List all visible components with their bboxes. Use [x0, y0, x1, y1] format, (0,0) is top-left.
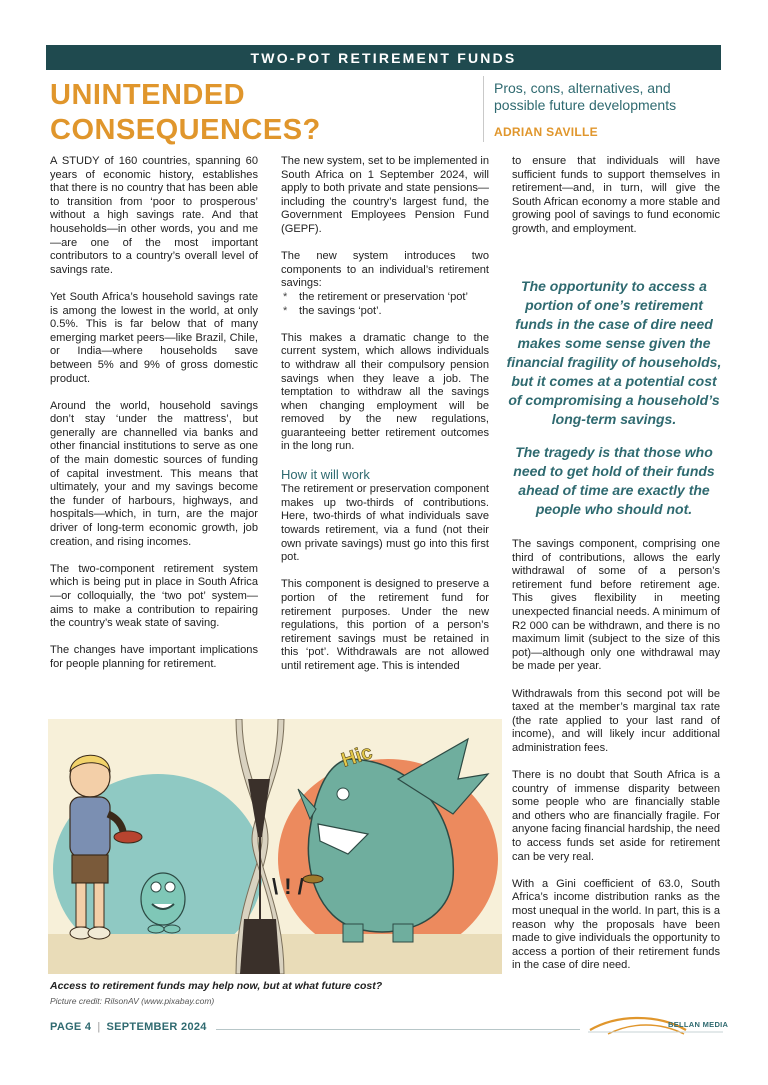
footer-rule [216, 1029, 580, 1030]
headline-line-2: CONSEQUENCES? [50, 114, 321, 146]
paragraph: to ensure that individuals will have sufficient funds to support themselves in retirement—and, in turn, will give the South African economy a more stable and growing pool of savings to fund economic growth, and employment. [512, 155, 720, 235]
issue-date: SEPTEMBER 2024 [106, 1021, 207, 1033]
paragraph: The new system introduces two components to an individual’s retirement savings: [281, 250, 489, 290]
paragraph: The two-component retirement system which is being put in place in South Africa—or colloquially, the ‘two pot’ system—aims to make a contribution to repairing the country’s weak state of saving. [50, 562, 258, 630]
image-caption: Access to retirement funds may help now, but at what future cost? [50, 980, 383, 992]
article-column-2 [281, 155, 489, 687]
paragraph: This makes a dramatic change to the current system, which allows individuals to withdraw all their compulsory pension savings when they leave a job. The temptation to withdraw all the savings when changing employment will be removed by the new regulations, guaranteeing better retirement outcomes in the long run. [281, 331, 489, 453]
article-column-1 [50, 155, 258, 685]
paragraph: With a Gini coefficient of 63.0, South Africa’s income distribution ranks as the most unequal in the world. In part, this is a reason why the proposals have been made to give individuals the opportunity to access a portion of their retirement funds in the case of dire need. [512, 877, 720, 972]
publisher-name: BELLAN MEDIA [668, 1020, 729, 1029]
pull-quote-text: The opportunity to access a portion of one’s retirement funds in the case of dire need makes some sense given the financial fragility of households, but it comes at a potential cost of compromising a household’s long-term savings. [506, 278, 722, 427]
headline [50, 78, 470, 148]
paragraph: The new system, set to be implemented in South Africa on 1 September 2024, will apply to both private and state pensions—including the country’s largest fund, the Government Employees Pension Fund (GEPF). [281, 155, 489, 235]
pull-quote-text: The tragedy is that those who need to get hold of their funds ahead of time are exactly the people who should not. [513, 444, 715, 517]
article-column-3-top [512, 155, 720, 250]
section-subheading: How it will work [281, 466, 370, 482]
header-divider [483, 76, 484, 142]
subheadline: Pros, cons, alternatives, and possible future developments [494, 80, 677, 113]
hic-text: Hic [338, 741, 376, 772]
paragraph: Around the world, household savings don’t stay ‘under the mattress’, but generally are channelled via banks and other financial institutions to serve as one of the main domestic sources of funding of capital investment. This means that ultimately, your and my savings become the funder of harbours, highways, and hospitals—which, in turn, are the major driver of long-term economic growth, job creation, and rising incomes. [50, 399, 258, 548]
cartoon-illustration [48, 719, 502, 974]
paragraph: Yet South Africa’s household savings rate is among the lowest in the world, at only 0.5%. This is far below that of many emerging market peers—like Brazil, Chile, or India—where households save between 5% and 9% of gross domestic product. [50, 290, 258, 385]
section-banner: TWO-POT RETIREMENT FUNDS [46, 45, 721, 70]
paragraph: The retirement or preservation component makes up two-thirds of contributions. Here, two-thirds of what individuals save towards retirement, via a fund (not their own private savings) must go into this first pot. [281, 483, 489, 564]
article-column-3-bottom [512, 538, 720, 987]
exclaim-text: \ ! / [272, 874, 304, 899]
cartoon-artwork [48, 719, 502, 974]
paragraph: The savings component, comprising one third of contributions, allows the early withdrawal of some of a person’s retirement fund before retirement age. This gives flexibility in meeting unexpected financial needs. A minimum of R2 000 can be withdrawn, and there is no maximum limit (subject to the size of this pot)—although only one withdrawal may be made per year. [512, 538, 720, 673]
paragraph: A STUDY of 160 countries, spanning 60 years of economic history, establishes that there is no country that has been able to transition from ‘poor to prosperous’ without a high savings rate. And that households—in other words, you and me—are one of the most important contributors to a country’s overall level of savings rate. [50, 155, 258, 276]
bullet-item: * the retirement or preservation ‘pot’ [281, 291, 489, 305]
footer-divider: | [97, 1021, 101, 1033]
paragraph: Withdrawals from this second pot will be taxed at the member’s marginal tax rate (the rate applied to your last rand of income), and will likely incur additional administration fees. [512, 687, 720, 754]
paragraph: There is no doubt that South Africa is a country of immense disparity between some people who are financially stable and others who are financially fragile. For anyone facing financial hardship, the need to access funds set aside for retirement can be very real. [512, 769, 720, 863]
paragraph: This component is designed to preserve a portion of the retirement fund for retirement purposes. Under the new regulations, this portion of a person’s retirement savings must be retained in this ‘pot’. Withdrawals are not allowed until retirement age. This is intended [281, 578, 489, 672]
page-footer [50, 1021, 207, 1033]
author-byline: ADRIAN SAVILLE [494, 125, 598, 139]
pull-quote [505, 277, 723, 533]
bullet-list [281, 291, 489, 318]
image-credit: Picture credit: RilsonAV (www.pixabay.com) [50, 996, 215, 1006]
bullet-item: * the savings ‘pot’. [281, 305, 489, 319]
headline-line-1: UNINTENDED [50, 79, 246, 111]
paragraph: The changes have important implications for people planning for retirement. [50, 644, 258, 670]
page-number: PAGE 4 [50, 1021, 92, 1033]
